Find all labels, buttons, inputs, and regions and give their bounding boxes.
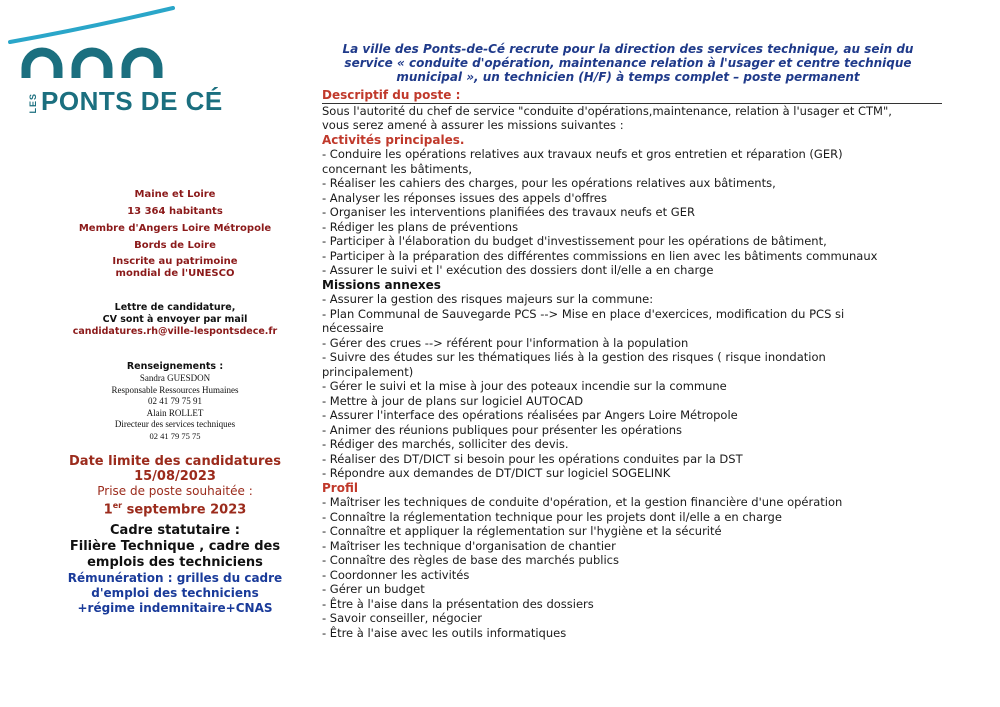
missions-line: - Assurer l'interface des opérations réalisées par Angers Loire Métropole: [322, 408, 738, 422]
statut-line-1: Filière Technique , cadre des: [69, 539, 281, 554]
activites-line: - Participer à l'élaboration du budget d'investissement pour les opérations de bâtiment,: [322, 234, 827, 248]
activites-line: - Analyser les réponses issues des appels d'offres: [322, 190, 608, 205]
activites-lines: [322, 147, 942, 278]
profil-line: - Être à l'aise dans la présentation des dossiers: [322, 596, 594, 611]
application-info: [40, 302, 310, 338]
profil-line: - Connaître la réglementation technique pour les projets dont il/elle a en charge: [322, 509, 782, 524]
missions-lines: [322, 292, 942, 481]
contact2-phone: 02 41 79 75 75: [149, 430, 201, 441]
logo-arcs-icon: [8, 6, 183, 86]
statut-title: Cadre statutaire :: [110, 523, 240, 538]
contact1-role: Responsable Ressources Humaines: [111, 384, 239, 395]
deadline-date: 15/08/2023: [134, 469, 216, 484]
profil-title: Profil: [322, 480, 358, 495]
city-logo: [8, 6, 223, 116]
loire: Bords de Loire: [134, 240, 216, 251]
logo-wordmark: LES PONTS DE CÉ: [28, 86, 223, 116]
missions-line: - Réaliser des DT/DICT si besoin pour les opérations conduites par la DST: [322, 451, 743, 466]
missions-line: - Gérer le suivi et la mise à jour des poteaux incendie sur la commune: [322, 379, 727, 393]
deadline-title: Date limite des candidatures: [69, 454, 281, 469]
missions-title: Missions annexes: [322, 277, 441, 292]
job-description: [322, 88, 942, 640]
missions-line: - Mettre à jour de plans sur logiciel AUTOCAD: [322, 393, 584, 408]
unesco-line-2: mondial de l'UNESCO: [115, 268, 235, 279]
activites-title: Activités principales.: [322, 132, 465, 147]
title-line-3: municipal », un technicien (H/F) à temps complet – poste permanent: [396, 70, 860, 84]
profil-line: - Maîtriser les technique d'organisation de chantier: [322, 538, 616, 553]
title-line-1: La ville des Ponts-de-Cé recrute pour la direction des services technique, au sein du: [342, 42, 914, 56]
profil-line: - Être à l'aise avec les outils informatiques: [322, 625, 567, 640]
sidebar-info: [40, 186, 310, 280]
missions-line: - Suivre des études sur les thématiques liés à la gestion des risques ( risque inondation: [322, 350, 826, 364]
contact1-name: Sandra GUESDON: [139, 373, 211, 383]
activites-line: - Conduire les opérations relatives aux travaux neufs et gros entretien et réparation (GER): [322, 147, 843, 161]
region: Maine et Loire: [134, 189, 216, 200]
descriptif-title: Descriptif du poste :: [322, 88, 942, 104]
descriptif-lines: [322, 104, 942, 133]
activites-line: - Participer à la préparation des différentes commissions en lien avec les bâtiments communaux: [322, 248, 878, 263]
remuneration-line-3: +régime indemnitaire+CNAS: [77, 601, 273, 615]
application-line-1: Lettre de candidature,: [114, 302, 236, 313]
activites-line: concernant les bâtiments,: [322, 161, 473, 176]
deadline-info: [40, 454, 310, 517]
remuneration-line-1: Rémunération : grilles du cadre: [67, 571, 283, 585]
info-title: Renseignements :: [126, 361, 224, 372]
application-line-2: CV sont à envoyer par mail: [102, 314, 248, 325]
page-title: [328, 42, 928, 84]
profil-line: - Maîtriser les techniques de conduite d'opération, et la gestion financière d'une opération: [322, 495, 843, 509]
profil-line: - Gérer un budget: [322, 582, 425, 596]
profil-line: - Connaître et appliquer la réglementation sur l'hygiène et la sécurité: [322, 524, 722, 538]
contact2-name: Alain ROLLET: [146, 407, 204, 418]
metropole: Membre d'Angers Loire Métropole: [78, 223, 272, 234]
activites-line: - Réaliser les cahiers des charges, pour les opérations relatives aux bâtiments,: [322, 176, 776, 190]
profil-line: - Savoir conseiller, négocier: [322, 611, 483, 625]
activites-line: - Rédiger les plans de préventions: [322, 219, 519, 234]
title-line-2: service « conduite d'opération, maintenance relation à l'usager et centre technique: [344, 56, 912, 70]
missions-line: - Répondre aux demandes de DT/DICT sur logiciel SOGELINK: [322, 466, 671, 480]
activites-line: - Assurer le suivi et l' exécution des dossiers dont il/elle a en charge: [322, 263, 714, 277]
missions-line: - Plan Communal de Sauvegarde PCS --> Mise en place d'exercices, modification du PCS si: [322, 306, 845, 321]
profil-lines: [322, 495, 942, 640]
missions-line: - Assurer la gestion des risques majeurs sur la commune:: [322, 292, 654, 306]
contact2-role: Directeur des services techniques: [114, 419, 236, 429]
descriptif-line: Sous l'autorité du chef de service "conduite d'opérations,maintenance, relation à l'usager et CTM",: [322, 103, 892, 118]
missions-line: principalement): [322, 364, 414, 379]
start-date: 1er septembre 2023: [103, 501, 247, 518]
missions-line: - Animer des réunions publiques pour présenter les opérations: [322, 422, 683, 437]
contact-info: [40, 361, 310, 442]
missions-line: - Gérer des crues --> référent pour l'information à la population: [322, 335, 689, 350]
profil-line: - Coordonner les activités: [322, 567, 470, 582]
profil-line: - Connaître des règles de base des marchés publics: [322, 553, 619, 567]
missions-line: nécessaire: [322, 321, 384, 335]
missions-line: - Rédiger des marchés, solliciter des devis.: [322, 437, 569, 451]
start-title: Prise de poste souhaitée :: [97, 484, 253, 498]
unesco-line-1: Inscrite au patrimoine: [112, 256, 238, 267]
remuneration-line-2: d'emploi des techniciens: [91, 586, 259, 600]
descriptif-line: vous serez amené à assurer les missions suivantes :: [322, 118, 624, 132]
application-email[interactable]: candidatures.rh@ville-lespontsdece.fr: [72, 326, 278, 337]
contact1-phone: 02 41 79 75 91: [148, 396, 202, 406]
statut-line-2: emplois des techniciens: [87, 555, 263, 570]
activites-line: - Organiser les interventions planifiées des travaux neufs et GER: [322, 205, 695, 219]
population: 13 364 habitants: [127, 206, 223, 217]
statut-info: [40, 523, 310, 616]
